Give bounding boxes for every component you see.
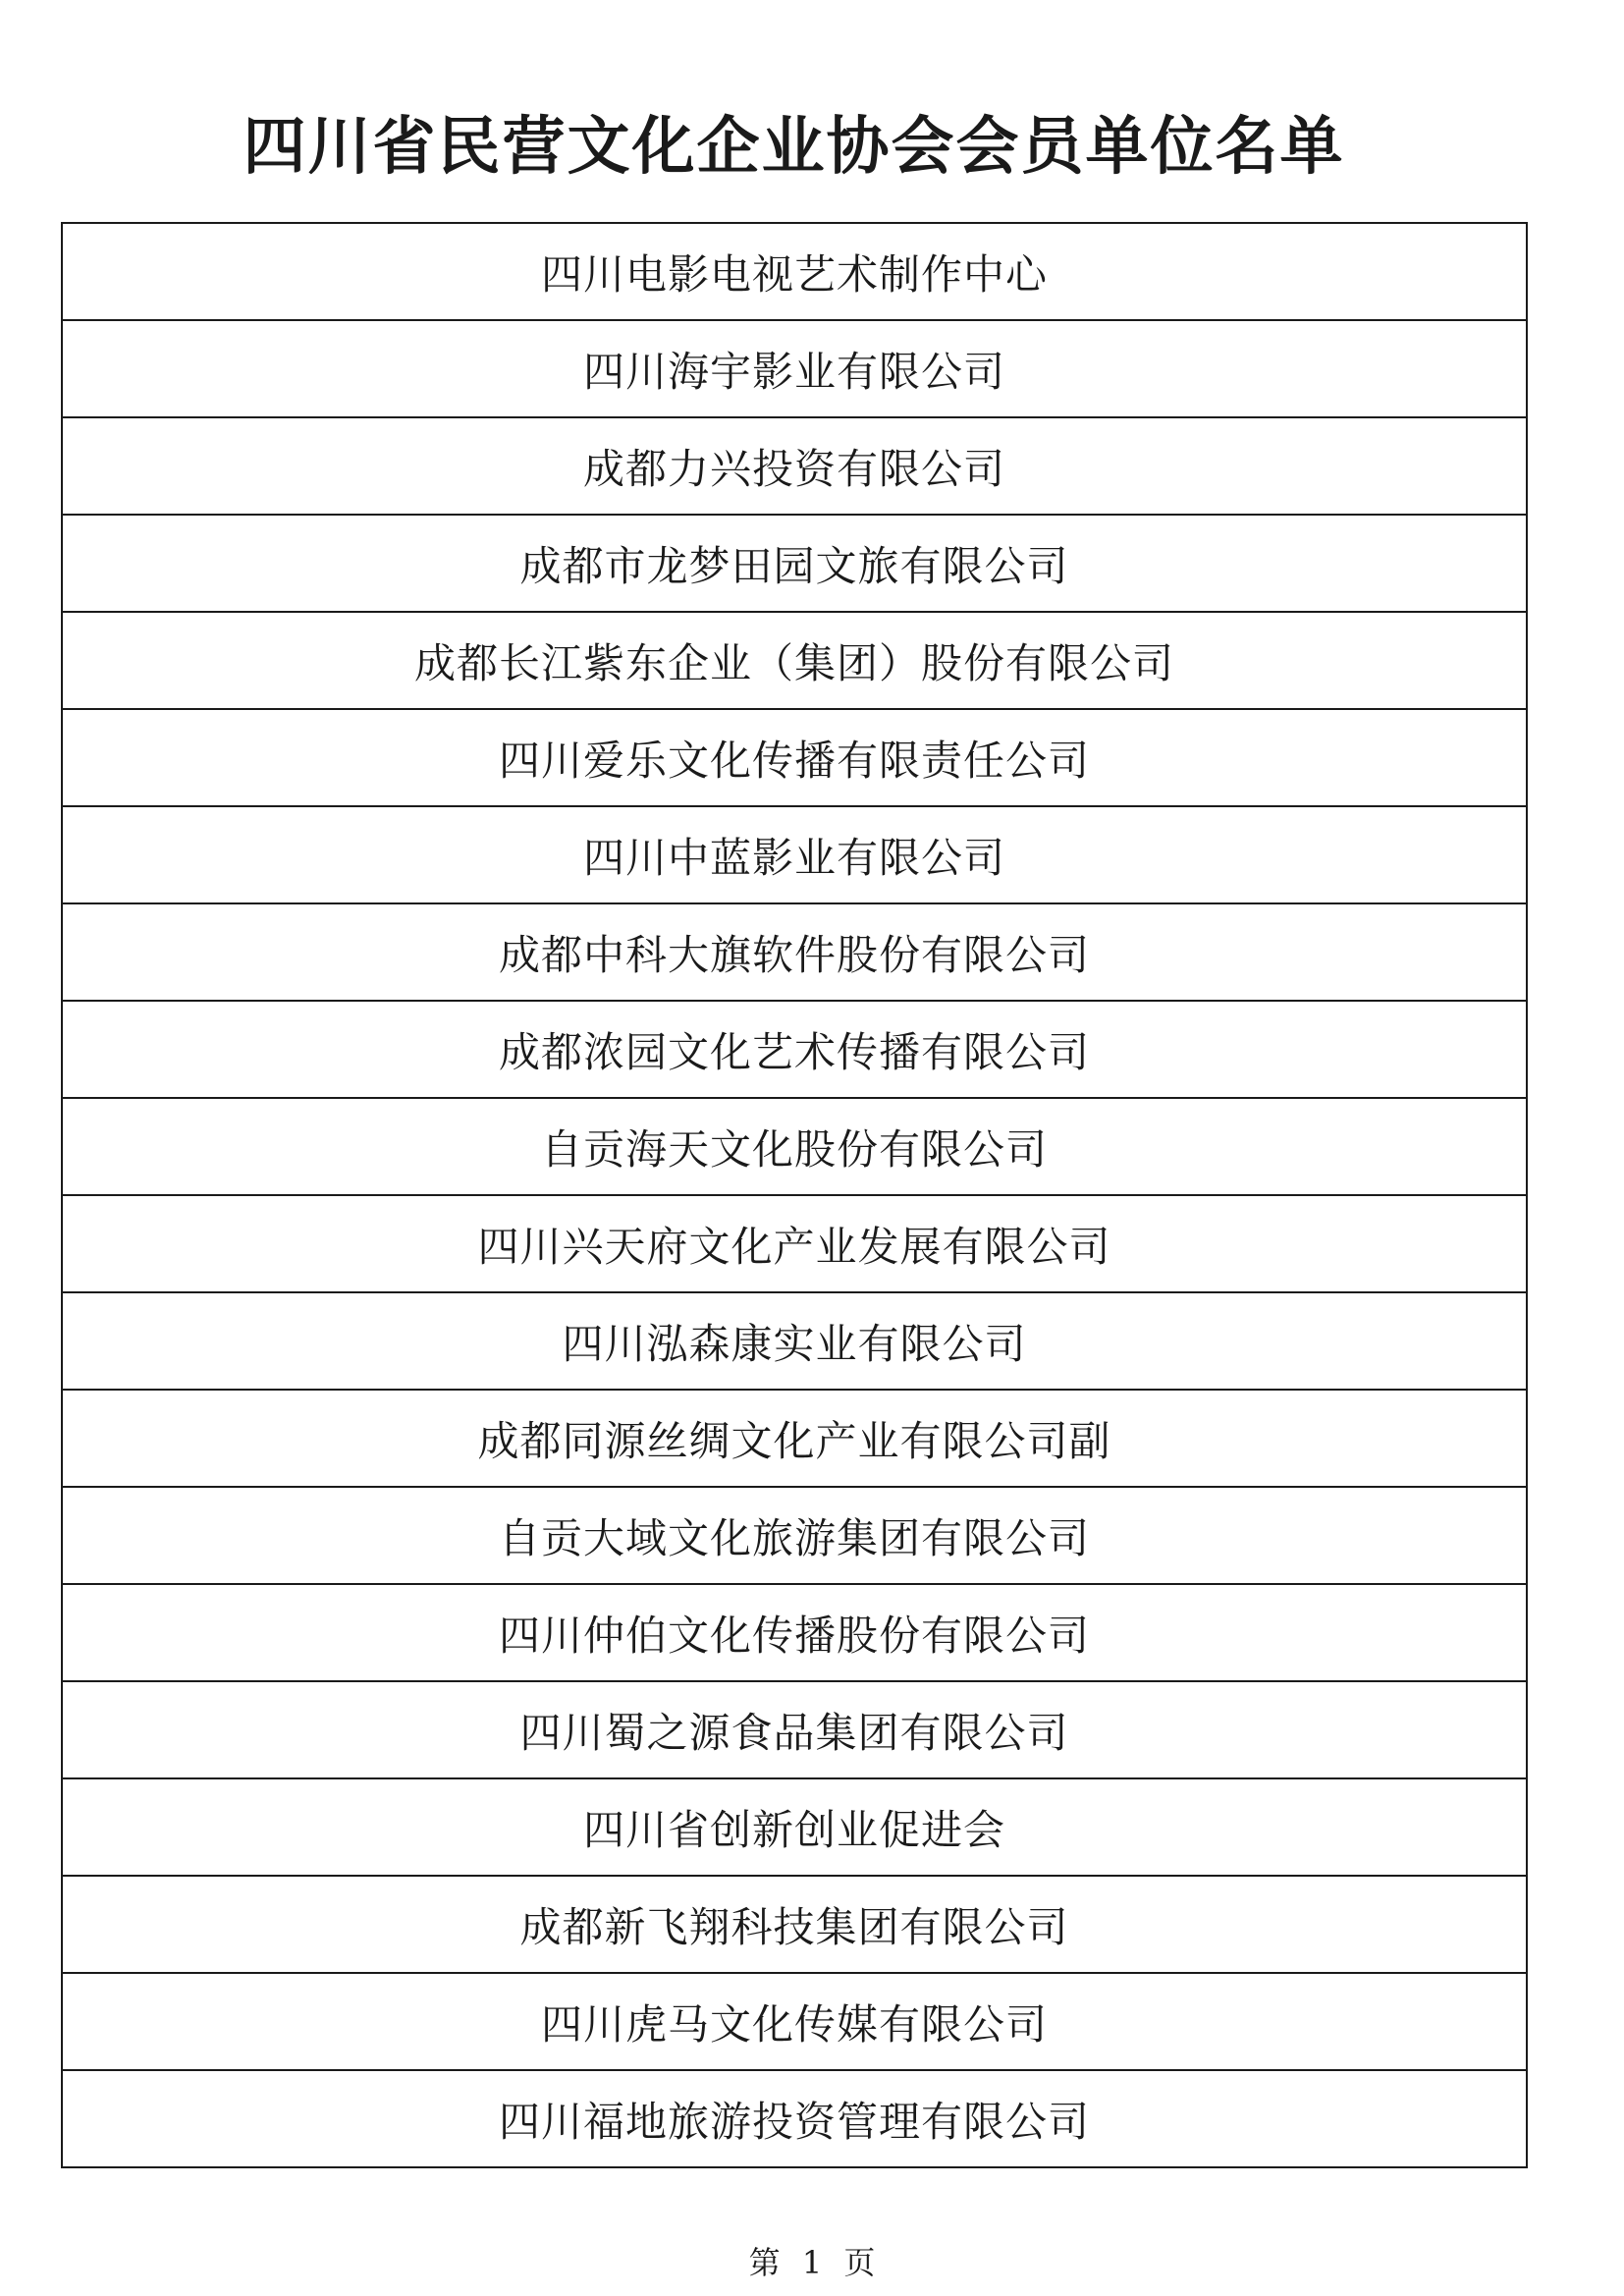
table-row [62,1973,1527,2070]
page-number: 1 [801,2244,823,2281]
table-row [62,806,1527,903]
member-name: 四川蜀之源食品集团有限公司 [62,1681,1527,1778]
table-row [62,223,1527,320]
table-row [62,320,1527,417]
table-row [62,1584,1527,1681]
page-prefix: 第 [748,2244,781,2281]
page-footer [0,2243,1624,2282]
member-name: 成都新飞翔科技集团有限公司 [62,1876,1527,1973]
member-name: 四川泓森康实业有限公司 [62,1292,1527,1390]
table-row [62,1681,1527,1778]
table-row [62,417,1527,515]
member-name: 四川福地旅游投资管理有限公司 [62,2070,1527,2167]
page-title: 四川省民营文化企业协会会员单位名单 [243,111,1345,184]
member-table [61,222,1528,2168]
member-name: 四川爱乐文化传播有限责任公司 [62,709,1527,806]
member-name: 自贡海天文化股份有限公司 [62,1098,1527,1195]
table-row [62,1778,1527,1876]
table-row [62,1098,1527,1195]
table-row [62,1876,1527,1973]
table-row [62,1487,1527,1584]
member-name: 四川仲伯文化传播股份有限公司 [62,1584,1527,1681]
table-row [62,1001,1527,1098]
member-name: 成都力兴投资有限公司 [62,417,1527,515]
member-name: 成都长江紫东企业（集团）股份有限公司 [62,612,1527,709]
member-name: 四川兴天府文化产业发展有限公司 [62,1195,1527,1292]
table-row [62,1390,1527,1487]
member-name: 四川电影电视艺术制作中心 [62,223,1527,320]
member-name: 成都中科大旗软件股份有限公司 [62,903,1527,1001]
table-row [62,903,1527,1001]
member-name: 成都浓园文化艺术传播有限公司 [62,1001,1527,1098]
member-name: 四川省创新创业促进会 [62,1778,1527,1876]
member-name: 四川虎马文化传媒有限公司 [62,1973,1527,2070]
member-name: 四川海宇影业有限公司 [62,320,1527,417]
member-name: 成都市龙梦田园文旅有限公司 [62,515,1527,612]
member-name: 四川中蓝影业有限公司 [62,806,1527,903]
page-suffix: 页 [843,2244,876,2281]
table-row [62,1292,1527,1390]
table-row [62,2070,1527,2167]
table-row [62,1195,1527,1292]
table-row [62,709,1527,806]
table-row [62,515,1527,612]
table-row [62,612,1527,709]
member-name: 成都同源丝绸文化产业有限公司副 [62,1390,1527,1487]
member-name: 自贡大域文化旅游集团有限公司 [62,1487,1527,1584]
